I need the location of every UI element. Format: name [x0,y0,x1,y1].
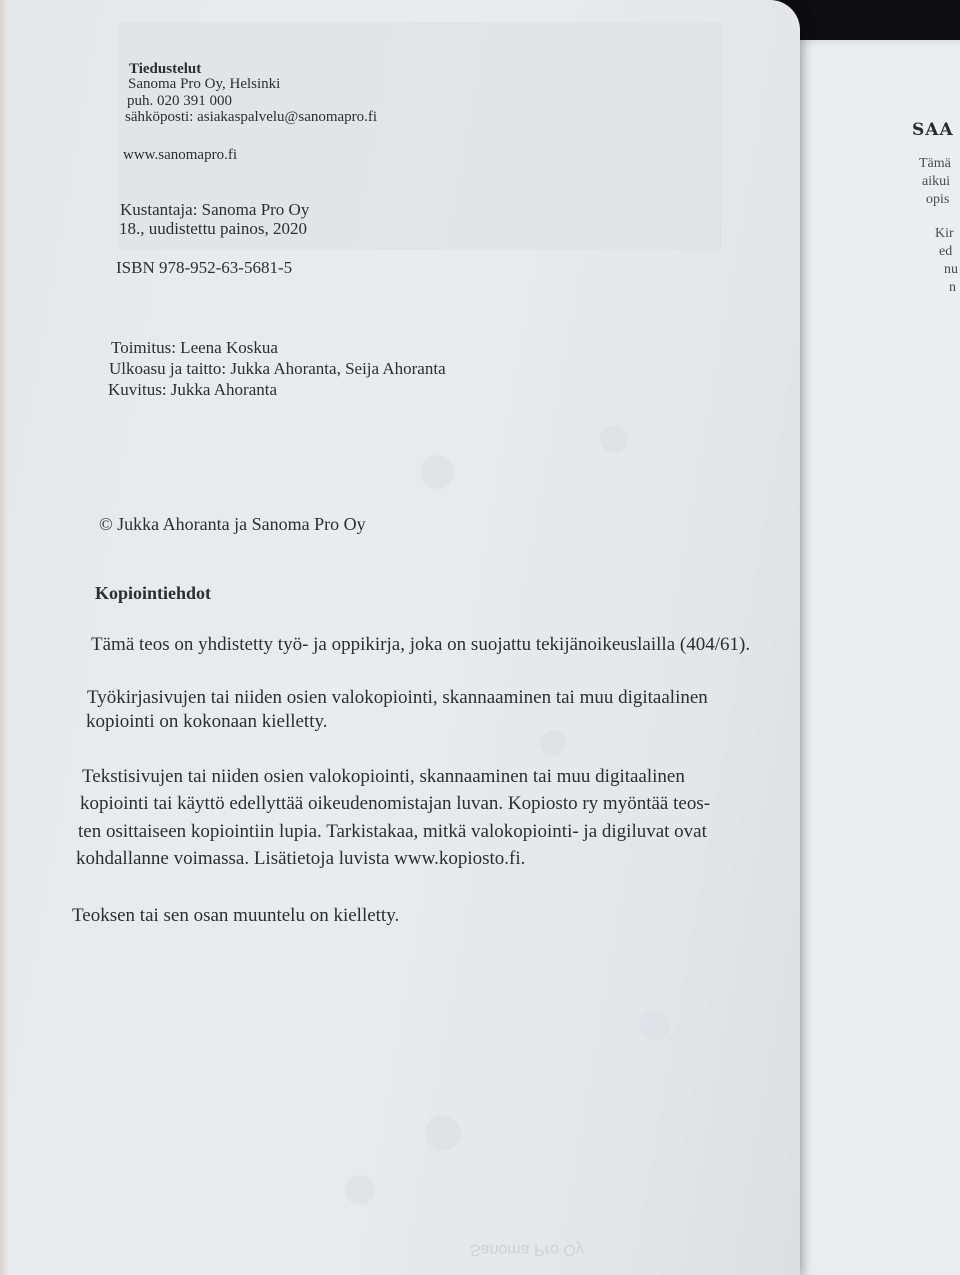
terms-paragraph-4: Teoksen tai sen osan muuntelu on kielletty. [72,905,400,926]
contact-heading: Tiedustelut [129,61,202,77]
terms-paragraph-2-line: kopiointi on kokonaan kielletty. [86,711,328,732]
right-page-line: Tämä [919,156,951,171]
credit-layout: Ulkoasu ja taitto: Jukka Ahoranta, Seija Ahoranta [109,359,446,378]
terms-paragraph-3-line: ten osittaiseen kopiointiin lupia. Tarkistakaa, mitkä valokopiointi- ja digiluvat ovat [78,821,707,842]
contact-website: www.sanomapro.fi [123,147,238,163]
terms-paragraph-2-line: Työkirjasivujen tai niiden osien valokopiointi, skannaaminen tai muu digitaalinen [87,687,708,708]
right-page-line: n [949,280,956,295]
right-page [792,40,960,1275]
contact-company: Sanoma Pro Oy, Helsinki [128,76,281,92]
credit-editing: Toimitus: Leena Koskua [111,338,278,357]
edition: 18., uudistettu painos, 2020 [119,219,307,238]
publisher: Kustantaja: Sanoma Pro Oy [120,200,310,219]
terms-paragraph-1: Tämä teos on yhdistetty työ- ja oppikirja, joka on suojattu tekijänoikeuslailla (404/61). [91,634,751,655]
right-page-heading: SAA [912,120,954,140]
copyright-notice: © Jukka Ahoranta ja Sanoma Pro Oy [99,514,366,534]
terms-paragraph-3-line: kohdallanne voimassa. Lisätietoja luvista www.kopiosto.fi. [76,848,526,869]
right-page-line: Kir [935,226,954,241]
show-through-footer: Sanoma Pro Oy [470,1241,584,1258]
contact-email: sähköposti: asiakaspalvelu@sanomapro.fi [125,109,378,125]
right-page-line: opis [926,192,950,207]
credit-illustration: Kuvitus: Jukka Ahoranta [108,380,278,399]
contact-phone: puh. 020 391 000 [127,93,232,109]
isbn: ISBN 978-952-63-5681-5 [116,258,293,277]
right-page-line: ed [939,244,953,259]
right-page-line: aikui [922,174,950,189]
right-page-line: nu [944,262,958,277]
terms-heading: Kopiointiehdot [95,583,212,603]
terms-paragraph-3-line: kopiointi tai käyttö edellyttää oikeudenomistajan luvan. Kopiosto ry myöntää teos- [80,793,711,814]
terms-paragraph-3-line: Tekstisivujen tai niiden osien valokopiointi, skannaaminen tai muu digitaalinen [82,766,685,787]
